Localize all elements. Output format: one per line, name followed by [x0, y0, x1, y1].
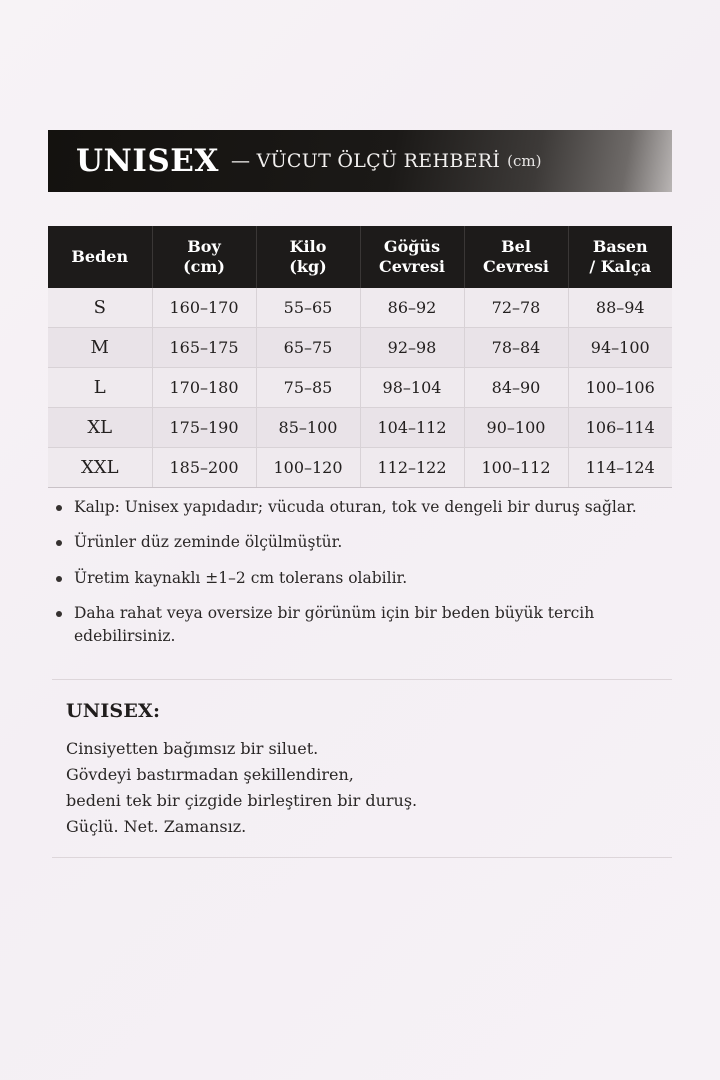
cell-waist: 72–78	[464, 288, 568, 328]
cell-weight: 85–100	[256, 408, 360, 448]
cell-chest: 112–122	[360, 448, 464, 488]
size-table	[48, 226, 672, 488]
cell-chest: 92–98	[360, 328, 464, 368]
unisex-line: Güçlü. Net. Zamansız.	[66, 816, 247, 836]
cell-weight: 100–120	[256, 448, 360, 488]
banner-unit: (cm)	[507, 152, 542, 170]
unisex-description-block	[66, 700, 666, 840]
unisex-line: Gövdeyi bastırmadan şekillendiren,	[66, 764, 354, 784]
table-row	[48, 448, 672, 488]
cell-height: 170–180	[152, 368, 256, 408]
column-header-beden	[48, 226, 152, 288]
cell-weight: 75–85	[256, 368, 360, 408]
note-text: Kalıp: Unisex yapıdadır; vücuda oturan, tok ve dengeli bir duruş sağlar.	[74, 498, 637, 516]
cell-hip: 106–114	[568, 408, 672, 448]
cell-waist: 78–84	[464, 328, 568, 368]
bullet-icon	[56, 611, 62, 617]
divider-top	[52, 679, 672, 680]
cell-hip: 114–124	[568, 448, 672, 488]
column-header-gogus-cevresi	[360, 226, 464, 288]
banner-title: UNISEX	[76, 143, 219, 179]
size-table-body	[48, 288, 672, 488]
cell-size: XL	[48, 408, 152, 448]
header-line-unit: Cevresi	[483, 256, 549, 276]
bullet-icon	[56, 505, 62, 511]
unisex-heading: UNISEX:	[66, 700, 161, 722]
list-item	[52, 602, 672, 647]
table-row	[48, 408, 672, 448]
header-line-unit: / Kalça	[589, 256, 652, 276]
header-line: Göğüs	[383, 237, 441, 256]
header-line: Basen	[592, 237, 648, 256]
cell-waist: 100–112	[464, 448, 568, 488]
cell-weight: 65–75	[256, 328, 360, 368]
cell-size: M	[48, 328, 152, 368]
divider-bottom	[52, 857, 672, 858]
cell-hip: 94–100	[568, 328, 672, 368]
cell-height: 165–175	[152, 328, 256, 368]
unisex-line: Cinsiyetten bağımsız bir siluet.	[66, 739, 319, 758]
column-header-kilo	[256, 226, 360, 288]
column-header-bel-cevresi	[464, 226, 568, 288]
cell-chest: 104–112	[360, 408, 464, 448]
cell-waist: 90–100	[464, 408, 568, 448]
note-text: Ürünler düz zeminde ölçülmüştür.	[74, 533, 343, 552]
unisex-line: bedeni tek bir çizgide birleştiren bir duruş.	[66, 790, 418, 810]
header-banner	[48, 130, 672, 192]
cell-size: S	[48, 288, 152, 328]
header-line-unit: (kg)	[289, 256, 327, 276]
size-table-wrapper	[48, 226, 672, 488]
table-row	[48, 328, 672, 368]
notes-list	[52, 496, 672, 660]
bullet-icon	[56, 540, 62, 546]
table-header-row	[48, 226, 672, 288]
header-line-unit: (cm)	[183, 256, 225, 276]
list-item	[52, 567, 672, 589]
bullet-icon	[56, 576, 62, 582]
size-table-head	[48, 226, 672, 288]
cell-height: 160–170	[152, 288, 256, 328]
cell-chest: 98–104	[360, 368, 464, 408]
header-line: Bel	[501, 237, 531, 256]
cell-weight: 55–65	[256, 288, 360, 328]
banner-subtitle: — VÜCUT ÖLÇÜ REHBERİ	[230, 150, 501, 172]
cell-waist: 84–90	[464, 368, 568, 408]
column-header-basen-kalca	[568, 226, 672, 288]
header-line: Boy	[187, 237, 221, 256]
table-row	[48, 368, 672, 408]
list-item	[52, 496, 672, 518]
note-text: Daha rahat veya oversize bir görünüm için bir beden büyük tercih edebilirsiniz.	[74, 604, 595, 645]
table-row	[48, 288, 672, 328]
cell-height: 175–190	[152, 408, 256, 448]
list-item	[52, 531, 672, 553]
cell-hip: 100–106	[568, 368, 672, 408]
column-header-boy	[152, 226, 256, 288]
cell-size: L	[48, 368, 152, 408]
header-line-unit: Cevresi	[379, 256, 445, 276]
header-line: Beden	[71, 246, 129, 266]
note-text: Üretim kaynaklı ±1–2 cm tolerans olabilir.	[74, 568, 408, 587]
header-line: Kilo	[289, 237, 327, 256]
cell-size: XXL	[48, 448, 152, 488]
cell-height: 185–200	[152, 448, 256, 488]
cell-hip: 88–94	[568, 288, 672, 328]
cell-chest: 86–92	[360, 288, 464, 328]
